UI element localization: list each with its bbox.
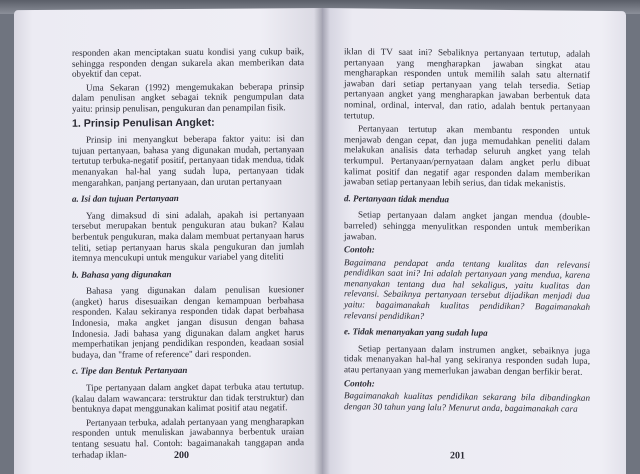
paragraph: iklan di TV saat ini? Sebaliknya pertanyaan tertutup, adalah pertanyaan yang mengharapkan jawaban singkat atau mengharapkan responden untuk memilih salah satu alternatif jawaban dari setiap pertanyaan yang telah tersedia. Setiap pertanyaan angket yang mengharapkan jawaban berbentuk data nominal, ordinal, interval, dan ratio, adalah bentuk pertanyaan tertutup. bbox=[344, 46, 590, 121]
subsection-heading: b. Bahasa yang digunakan bbox=[72, 268, 172, 280]
left-page bbox=[14, 8, 322, 474]
section-heading: 1. Prinsip Penulisan Angket: bbox=[72, 116, 215, 130]
paragraph: Uma Sekaran (1992) mengemukakan beberapa prinsip dalam penulisan angket sebagai teknik pengumpulan data yaitu: prinsip penulisan, pengukuran dan penampilan fisik. bbox=[72, 80, 304, 114]
paragraph: Bahasa yang digunakan dalam penulisan kuesioner (angket) harus disesuaikan dengan kemampuan berbahasa responden. Kalau sekiranya responden tidak dapat berbahasa Indonesia, maka angket jangan disusun dengan bahasa Indonesia. Jadi bahasa yang digunakan dalam angket harus memperhatikan jenjang pendidikan responden, keadaan sosial budaya, dan "frame of reference" dari responden. bbox=[72, 284, 304, 360]
example-text: Bagaimanakah kualitas pendidikan sekarang bila dibandingkan dengan 30 tahun yang lalu? Menurut anda, bagaimanakah cara bbox=[344, 390, 590, 414]
right-page-content bbox=[344, 46, 590, 418]
paragraph: Pertanyaan tertutup akan membantu responden untuk menjawab dengan cepat, dan juga memudahkan peneliti dalam melakukan analisis data terhadap seluruh angket yang telah terkumpul. Pertanyaan/pernyataan dalam angket perlu dibuat kalimat positif dan negatif agar responden dalam memberikan jawaban setiap pertanyaan lebih serius, dan tidak mekanistis. bbox=[344, 123, 590, 189]
book-gutter bbox=[314, 8, 330, 474]
paragraph: Tipe pertanyaan dalam angket dapat terbuka atau tertutup. (kalau dalam wawancara: terstruktur dan tidak terstruktur) dan bentuknya dapat menggunakan kalimat positif atau negatif. bbox=[72, 381, 304, 414]
right-page bbox=[322, 8, 626, 474]
paragraph: Setiap pertanyaan dalam instrumen angket, sebaiknya juga tidak menanyakan hal-hal yang sekiranya responden sudah lupa, atau pertanyaan yang memerlukan jawaban dengan berfikir berat. bbox=[344, 343, 590, 377]
example-text: Bagaimana pendapat anda tentang kualitas dan relevansi pendidikan saat ini? Ini adalah pertanyaan yang mendua, karena menanyakan tentang dua hal sekaligus, yaitu kualitas dan relevansi. Sebaiknya pertanyaan tersebut dijadikan menjadi dua yaitu: bagaimanakah kualitas pendidikan? Bagaimanakah relevansi pendidikan? bbox=[344, 256, 590, 321]
example-label: Contoh: bbox=[344, 377, 375, 389]
paragraph: Yang dimaksud di sini adalah, apakah isi pertanyaan tersebut merupakan bentuk pengukuran atau bukan? Kalau berbentuk pengukuran, maka dalam membuat pertanyaan harus teliti, setiap pertanyaan harus skala pengukuran dan jumlah itemnya mencukupi untuk mengukur variabel yang diteliti bbox=[72, 208, 304, 263]
subsection-heading: d. Pertanyaan tidak mendua bbox=[344, 192, 450, 205]
subsection-heading: a. Isi dan tujuan Pertanyaan bbox=[72, 193, 179, 204]
left-page-content bbox=[72, 46, 304, 463]
page-number: 200 bbox=[174, 449, 189, 462]
example-label: Contoh: bbox=[344, 244, 375, 255]
open-book bbox=[14, 8, 626, 474]
page-number: 201 bbox=[450, 450, 465, 462]
paragraph: responden akan menciptakan suatu kondisi yang cukup baik, sehingga responden dengan sukarela akan memberikan data obyektif dan cepat. bbox=[72, 46, 304, 79]
subsection-heading: c. Tipe dan Bentuk Pertanyaan bbox=[72, 365, 188, 377]
paragraph: Setiap pertanyaan dalam angket jangan mendua (double-barreled) sehingga menyulitkan responden untuk memberikan jawaban. bbox=[344, 209, 590, 242]
paragraph: Pertanyaan terbuka, adalah pertanyaan yang mengharapkan responden untuk menuliskan jawabannya berbentuk uraian tentang sesuatu hal. Contoh: bagaimanakah tanggapan anda terhadap iklan- bbox=[72, 415, 304, 460]
paragraph: Prinsip ini menyangkut beberapa faktor yaitu: isi dan tujuan pertanyaan, bahasa yang digunakan mudah, pertanyaan tertutup terbuka-negatif positif, pertanyaan tidak mendua, tidak menanyakan hal-hal yang sudah lupa, pertanyaan tidak mengarahkan, panjang pertanyaan, dan urutan pertanyaan bbox=[72, 133, 304, 188]
subsection-heading: e. Tidak menanyakan yang sudah lupa bbox=[344, 326, 488, 338]
